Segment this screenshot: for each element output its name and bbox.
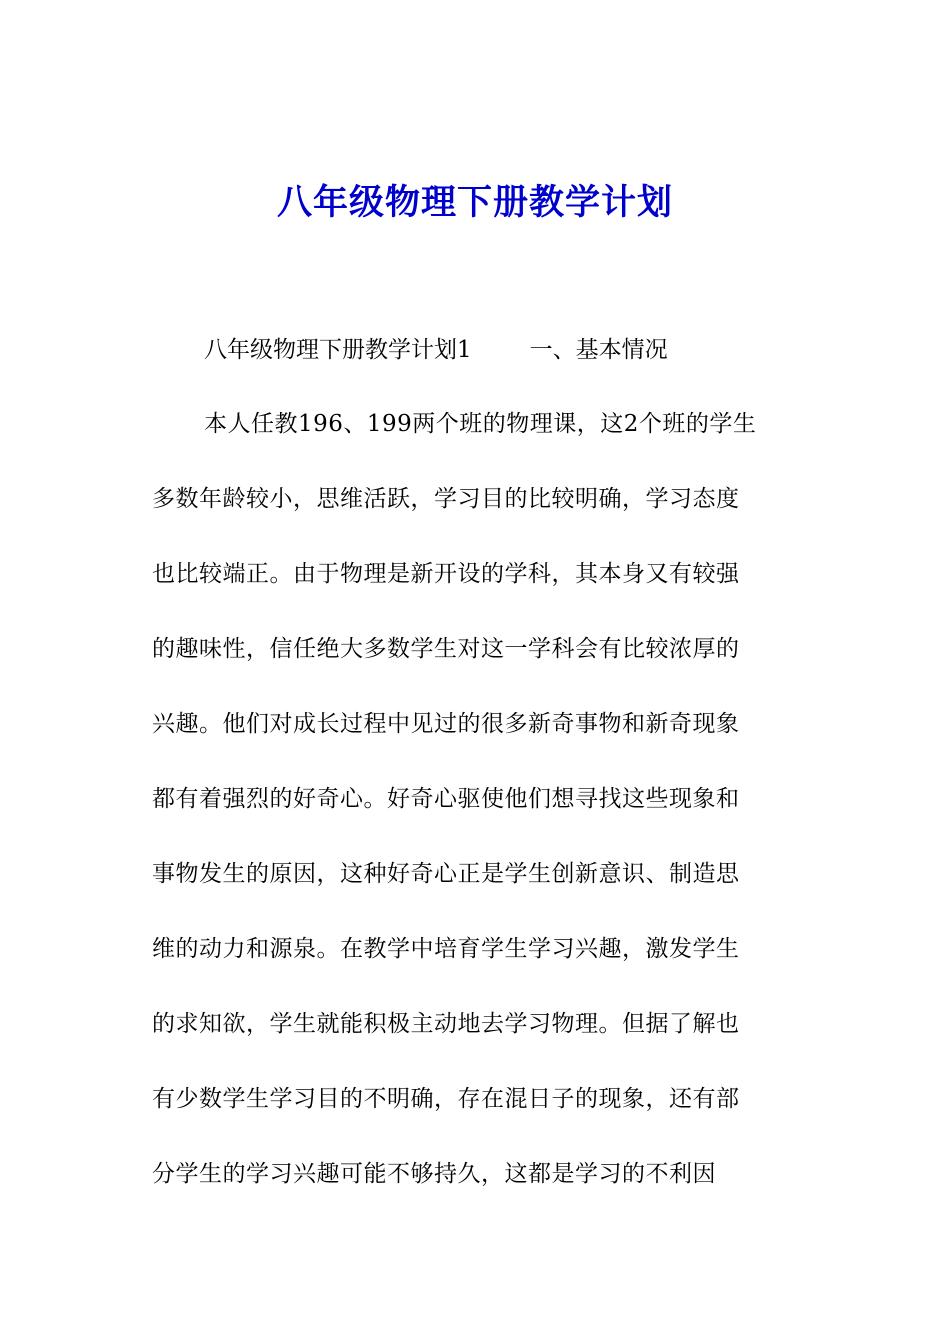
paragraph-line: 分学生的学习兴趣可能不够持久，这都是学习的不利因 bbox=[152, 1161, 716, 1187]
paragraph-line: 事物发生的原因，这种好奇心正是学生创新意识、制造思 bbox=[152, 861, 740, 887]
paragraph-line: 维的动力和源泉。在教学中培育学生学习兴趣，激发学生 bbox=[152, 936, 740, 962]
paragraph-line: 本人任教196、199两个班的物理课，这2个班的学生 bbox=[204, 411, 757, 437]
paragraph-line: 也比较端正。由于物理是新开设的学科，其本身又有较强 bbox=[152, 561, 740, 587]
section-heading: 一、基本情况 bbox=[529, 337, 668, 363]
paragraph-line: 多数年龄较小，思维活跃，学习目的比较明确，学习态度 bbox=[152, 486, 740, 512]
paragraph-line: 兴趣。他们对成长过程中见过的很多新奇事物和新奇现象 bbox=[152, 711, 740, 737]
paragraph-line: 的求知欲，学生就能积极主动地去学习物理。但据了解也 bbox=[152, 1011, 740, 1037]
paragraph-line: 都有着强烈的好奇心。好奇心驱使他们想寻找这些现象和 bbox=[152, 786, 740, 812]
section-heading-line bbox=[204, 332, 668, 368]
section-intro: 八年级物理下册教学计划1 bbox=[204, 337, 472, 363]
paragraph-line: 有少数学生学习目的不明确，存在混日子的现象，还有部 bbox=[152, 1086, 740, 1112]
document-title: 八年级物理下册教学计划 bbox=[276, 182, 673, 223]
paragraph-line: 的趣味性，信任绝大多数学生对这一学科会有比较浓厚的 bbox=[152, 636, 740, 662]
